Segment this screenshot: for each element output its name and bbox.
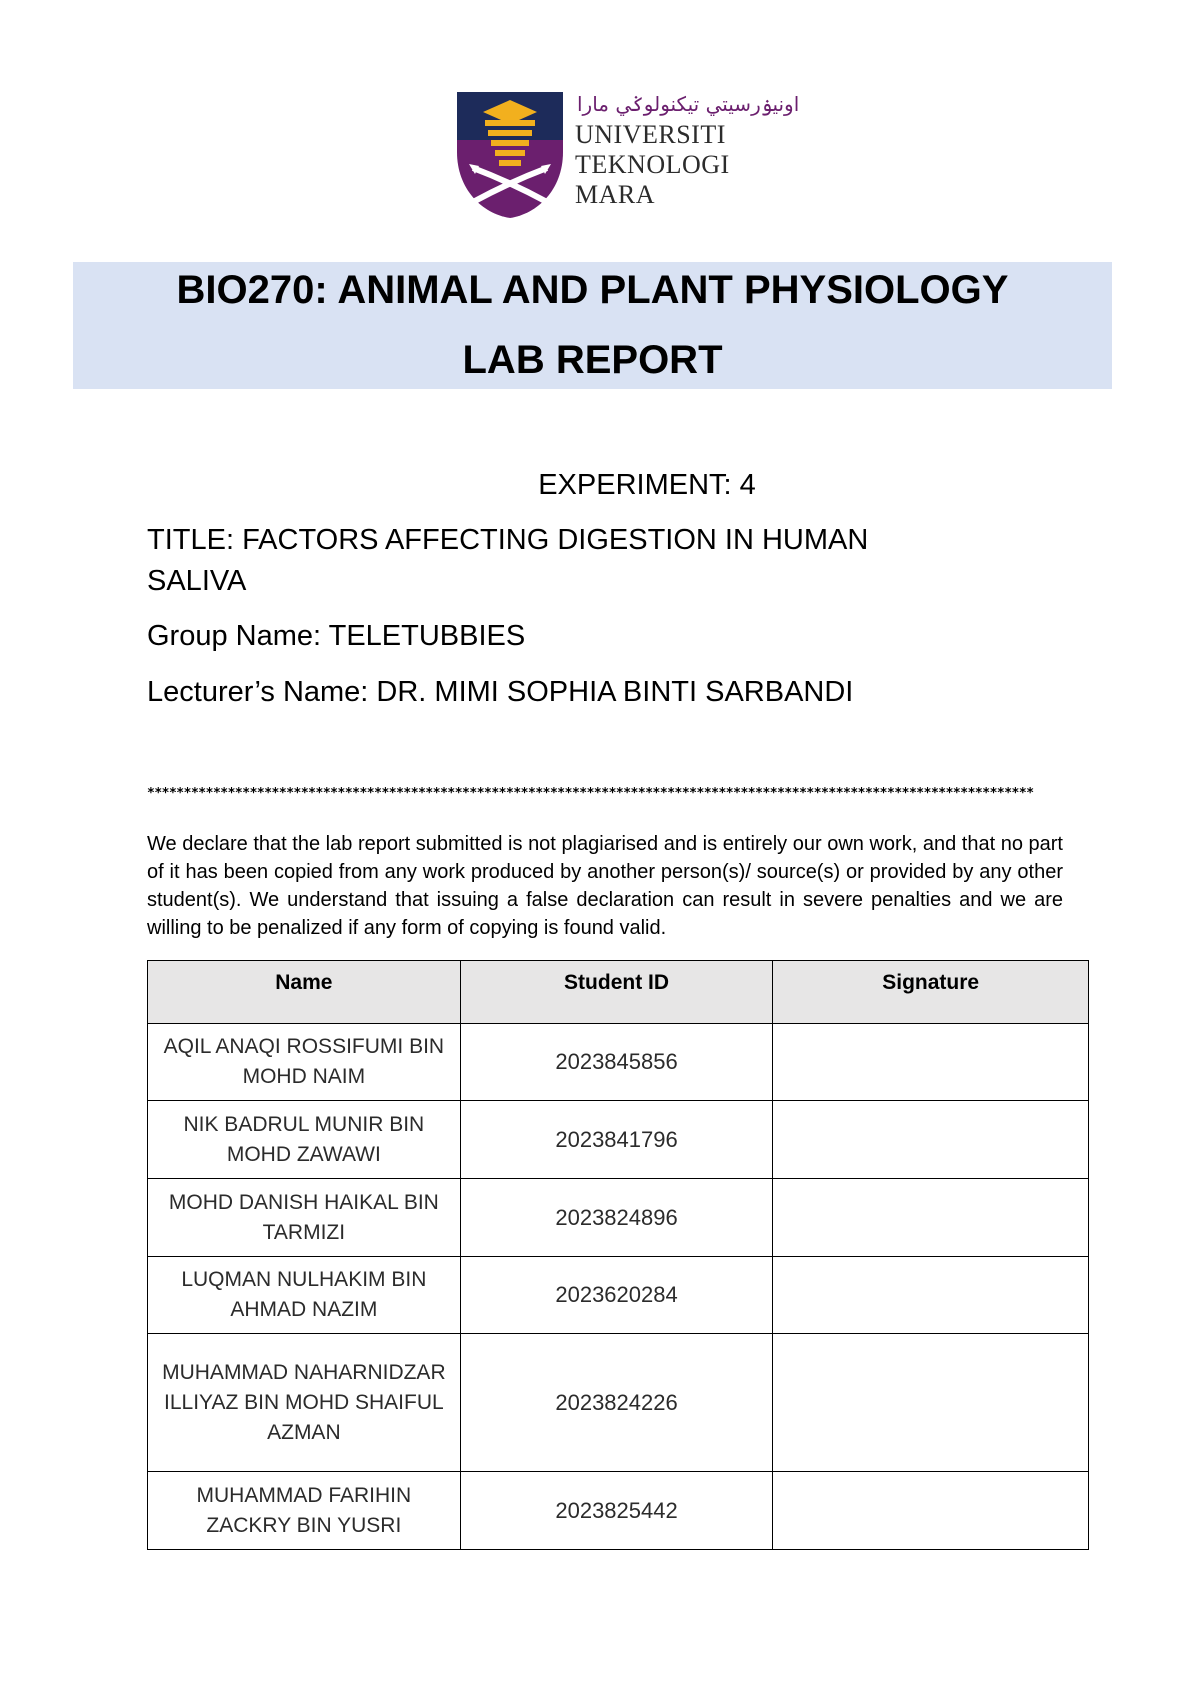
signature-cell: [773, 1472, 1089, 1550]
declaration-text: We declare that the lab report submitted is not plagiarised and is entirely our own work, and that no part of it has been copied from any work produced by another person(s)/ source(s) or provided by any other student(s). We understand that issuing a false declaration can result in severe penalties and we are willing to be penalized if any form of copying is found valid.: [147, 833, 1063, 939]
table-row: [148, 1101, 1089, 1179]
table-row: [148, 1334, 1089, 1472]
column-header-signature: Signature: [773, 961, 1089, 1024]
table-row: [148, 1472, 1089, 1550]
table-row: [148, 1179, 1089, 1257]
student-id: 2023845856: [460, 1024, 773, 1101]
university-logo: [455, 90, 800, 220]
logo-word: TEKNOLOGI: [575, 150, 730, 179]
group-name: Group Name: TELETUBBIES: [147, 620, 526, 652]
student-id: 2023824896: [460, 1179, 773, 1257]
member-name: MOHD DANISH HAIKAL BIN TARMIZI: [148, 1179, 461, 1257]
student-id: 2023825442: [460, 1472, 773, 1550]
logo-wordmark: [575, 120, 730, 210]
table-row: [148, 1024, 1089, 1101]
member-name: NIK BADRUL MUNIR BIN MOHD ZAWAWI: [148, 1101, 461, 1179]
table-row: [148, 1257, 1089, 1334]
student-id: 2023620284: [460, 1257, 773, 1334]
logo-word: MARA: [575, 180, 656, 209]
member-name: LUQMAN NULHAKIM BIN AHMAD NAZIM: [148, 1257, 461, 1334]
course-title: BIO270: ANIMAL AND PLANT PHYSIOLOGY: [176, 268, 1009, 312]
member-name: MUHAMMAD FARIHIN ZACKRY BIN YUSRI: [148, 1472, 461, 1550]
table-header-row: [148, 961, 1089, 1024]
column-header-name: Name: [148, 961, 461, 1024]
members-table: [147, 960, 1089, 1550]
report-title-line1: TITLE: FACTORS AFFECTING DIGESTION IN HUMAN: [147, 524, 869, 556]
signature-cell: [773, 1334, 1089, 1472]
member-name: MUHAMMAD NAHARNIDZAR ILLIYAZ BIN MOHD SHAIFUL AZMAN: [148, 1334, 461, 1472]
signature-cell: [773, 1257, 1089, 1334]
logo-word: UNIVERSITI: [575, 120, 726, 149]
column-header-student-id: Student ID: [460, 961, 773, 1024]
signature-cell: [773, 1179, 1089, 1257]
member-name: AQIL ANAQI ROSSIFUMI BIN MOHD NAIM: [148, 1024, 461, 1101]
experiment-number: EXPERIMENT: 4: [538, 469, 756, 501]
uitm-crest-icon: [455, 90, 565, 220]
report-title-line2: SALIVA: [147, 565, 247, 597]
report-type: LAB REPORT: [462, 338, 723, 382]
asterisk-separator: *************************************************************************************************************************: [147, 786, 1034, 801]
student-id: 2023841796: [460, 1101, 773, 1179]
signature-cell: [773, 1024, 1089, 1101]
lecturer-name: Lecturer’s Name: DR. MIMI SOPHIA BINTI SARBANDI: [147, 676, 854, 708]
student-id: 2023824226: [460, 1334, 773, 1472]
signature-cell: [773, 1101, 1089, 1179]
logo-jawi-text: اونيۏرسيتي تيکنولوݢي مارا: [577, 92, 800, 116]
